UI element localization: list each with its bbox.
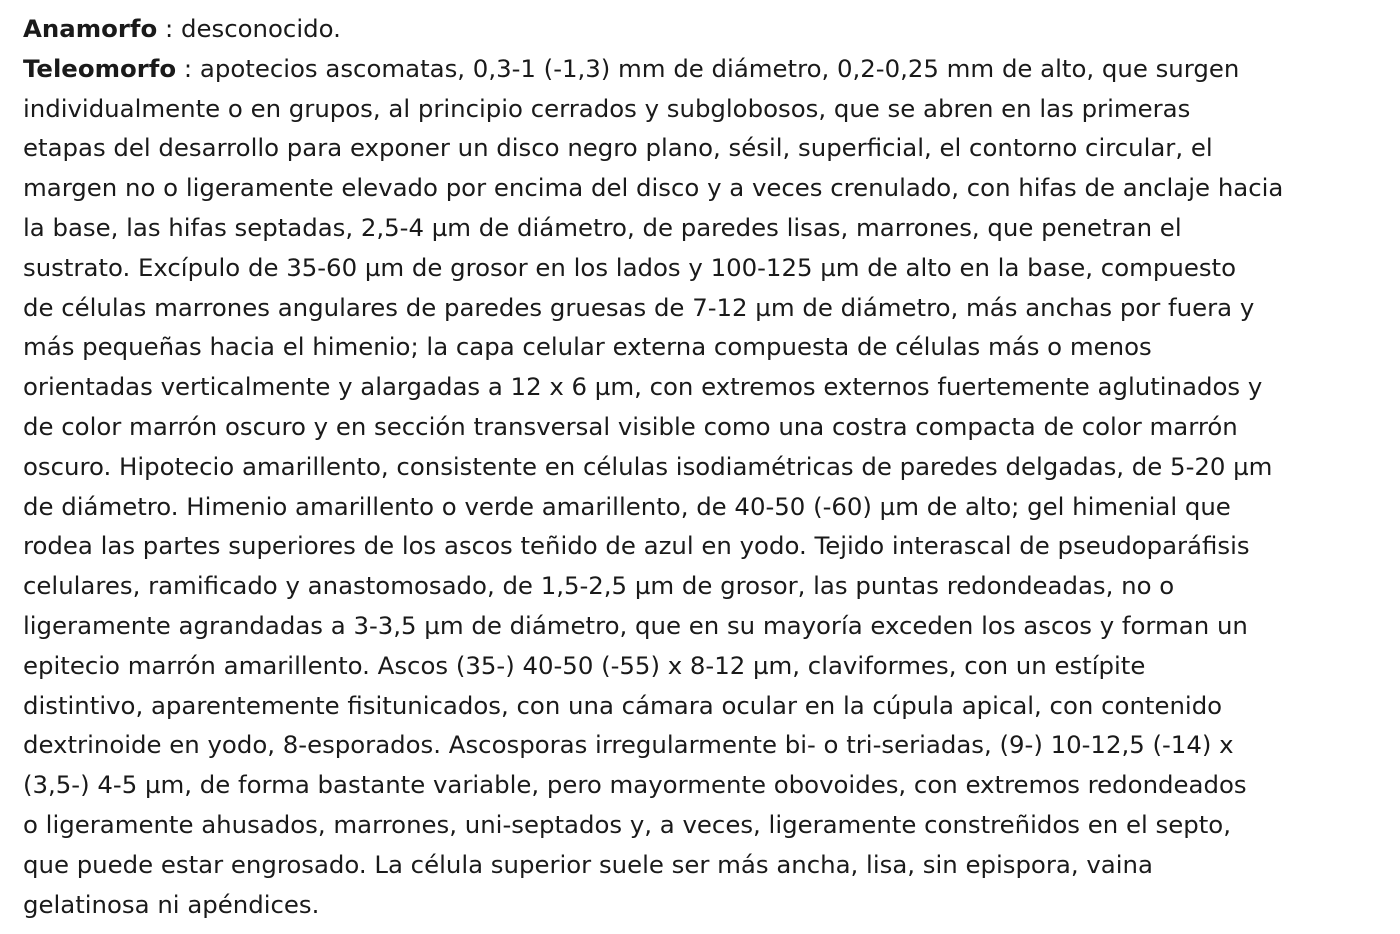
teleomorfo-text: apotecios ascomatas, 0,3-1 (-1,3) mm de diámetro, 0,2-0,25 mm de alto, que surgen — [199, 53, 1240, 83]
teleomorfo-line-8: más pequeñas hacia el himenio; la capa celular externa compuesta de células más o menos — [23, 332, 1152, 362]
anamorfo-value: desconocido. — [181, 14, 341, 43]
teleomorfo-line-6: sustrato. Excípulo de 35-60 µm de grosor en los lados y 100-125 µm de alto en la base, compuesto — [23, 252, 1237, 282]
species-description — [23, 9, 1395, 924]
teleomorfo-line-17: distintivo, aparentemente fisitunicados, con una cámara ocular en la cúpula apical, con contenido — [23, 690, 1223, 720]
teleomorfo-line-10: de color marrón oscuro y en sección transversal visible como una costra compacta de color marrón — [23, 411, 1238, 441]
teleomorfo-line-1 — [23, 49, 1395, 89]
teleomorfo-line-5: la base, las hifas septadas, 2,5-4 µm de diámetro, de paredes lisas, marrones, que penetran el — [23, 212, 1182, 242]
teleomorfo-line-19: (3,5-) 4-5 µm, de forma bastante variable, pero mayormente obovoides, con extremos redondeados — [23, 770, 1247, 800]
teleomorfo-label: Teleomorfo — [23, 53, 177, 83]
teleomorfo-line-2: individualmente o en grupos, al principio cerrados y subglobosos, que se abren en las primeras — [23, 93, 1191, 123]
teleomorfo-line-14: celulares, ramificado y anastomosado, de 1,5-2,5 µm de grosor, las puntas redondeadas, no o — [23, 571, 1175, 601]
teleomorfo-line-20: o ligeramente ahusados, marrones, uni-septados y, a veces, ligeramente constreñidos en el septo, — [23, 809, 1231, 839]
anamorfo-separator: : — [157, 14, 182, 43]
teleomorfo-line-7: de células marrones angulares de paredes gruesas de 7-12 µm de diámetro, más anchas por fuera y — [23, 292, 1255, 322]
teleomorfo-line-18: dextrinoide en yodo, 8-esporados. Ascosporas irregularmente bi- o tri-seriadas, (9-) 10-12,5 (-14) x — [23, 730, 1234, 760]
teleomorfo-line-13: rodea las partes superiores de los ascos teñido de azul en yodo. Tejido interascal de pseudoparáfisis — [23, 531, 1250, 561]
anamorfo-label: Anamorfo — [23, 14, 158, 43]
teleomorfo-line-3: etapas del desarrollo para exponer un disco negro plano, sésil, superficial, el contorno circular, el — [23, 133, 1213, 163]
teleomorfo-line-12: de diámetro. Himenio amarillento o verde amarillento, de 40-50 (-60) µm de alto; gel himenial que — [23, 491, 1231, 521]
teleomorfo-separator: : — [176, 53, 200, 83]
teleomorfo-line-4: margen no o ligeramente elevado por encima del disco y a veces crenulado, con hifas de anclaje hacia — [23, 173, 1284, 203]
teleomorfo-line-15: ligeramente agrandadas a 3-3,5 µm de diámetro, que en su mayoría exceden los ascos y forman un — [23, 610, 1248, 640]
teleomorfo-line-21: que puede estar engrosado. La célula superior suele ser más ancha, lisa, sin epispora, vaina — [23, 849, 1153, 879]
teleomorfo-line-11: oscuro. Hipotecio amarillento, consistente en células isodiamétricas de paredes delgadas, de 5-20 µm — [23, 451, 1273, 481]
teleomorfo-line-22: gelatinosa ni apéndices. — [23, 889, 320, 919]
teleomorfo-line-9: orientadas verticalmente y alargadas a 12 x 6 µm, con extremos externos fuertemente aglutinados y — [23, 372, 1263, 402]
teleomorfo-line-16: epitecio marrón amarillento. Ascos (35-) 40-50 (-55) x 8-12 µm, claviformes, con un estípite — [23, 650, 1146, 680]
anamorfo-line — [23, 9, 1395, 49]
